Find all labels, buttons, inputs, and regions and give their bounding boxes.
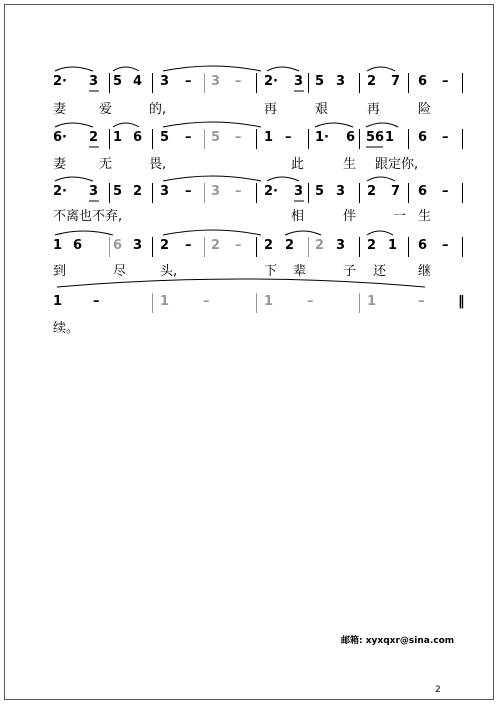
barline bbox=[204, 237, 205, 257]
note: 1 bbox=[264, 294, 274, 309]
note: – bbox=[442, 238, 449, 253]
slur bbox=[113, 67, 139, 71]
barline bbox=[109, 183, 110, 203]
lyric: 险 bbox=[418, 102, 432, 117]
lyric: 相 bbox=[291, 209, 305, 224]
lyric-row bbox=[53, 208, 473, 228]
slur bbox=[267, 67, 299, 71]
slur bbox=[367, 67, 395, 71]
lyric: 的, bbox=[149, 102, 167, 117]
note: 1 bbox=[367, 294, 377, 309]
lyric: 到 bbox=[53, 264, 67, 279]
note: 5 bbox=[113, 74, 123, 89]
note: 1 bbox=[385, 130, 395, 145]
note: 5 bbox=[211, 130, 221, 145]
note: 6 bbox=[346, 130, 356, 145]
note: 3 bbox=[89, 74, 99, 89]
note: 6 bbox=[133, 130, 143, 145]
note: 1 bbox=[113, 130, 123, 145]
note: 1 bbox=[160, 294, 170, 309]
slur bbox=[113, 123, 139, 127]
note: 3 bbox=[160, 184, 170, 199]
lyric: 还 bbox=[373, 264, 387, 279]
note: 6 bbox=[73, 238, 83, 253]
slur bbox=[367, 231, 393, 235]
note: 5 bbox=[113, 184, 123, 199]
lyric: 不离也不弃, bbox=[53, 209, 123, 224]
barline bbox=[462, 73, 463, 93]
note: 3 bbox=[89, 184, 99, 199]
barline bbox=[256, 237, 257, 257]
barline bbox=[308, 183, 309, 203]
lyric: 无 bbox=[99, 157, 113, 172]
note: 3 bbox=[294, 74, 304, 89]
lyric: 生 bbox=[343, 157, 357, 172]
note: 5 bbox=[160, 130, 170, 145]
note: – bbox=[418, 294, 425, 309]
note: 7 bbox=[391, 74, 401, 89]
lyric: 妻 bbox=[53, 102, 67, 117]
barline bbox=[256, 129, 257, 149]
slur bbox=[366, 123, 398, 127]
barline bbox=[109, 237, 110, 257]
barline bbox=[359, 129, 360, 149]
lyric: 此 bbox=[291, 157, 305, 172]
note: 1 bbox=[53, 238, 63, 253]
note: 2· bbox=[53, 184, 67, 199]
slur bbox=[285, 231, 321, 235]
note: – bbox=[203, 294, 210, 309]
barline bbox=[152, 293, 153, 313]
note: 3 bbox=[133, 238, 143, 253]
barline bbox=[408, 73, 409, 93]
note: 3 bbox=[336, 74, 346, 89]
barline bbox=[408, 129, 409, 149]
barline bbox=[152, 129, 153, 149]
note: – bbox=[235, 238, 242, 253]
note: 2 bbox=[367, 74, 377, 89]
barline bbox=[308, 129, 309, 149]
note: 6· bbox=[53, 130, 67, 145]
barline bbox=[152, 73, 153, 93]
note: 5 bbox=[315, 74, 325, 89]
note: – bbox=[307, 294, 314, 309]
lyric: 再 bbox=[264, 102, 278, 117]
lyric: 跟定你, bbox=[375, 157, 419, 172]
note: 1 bbox=[264, 130, 274, 145]
lyric: 艰 bbox=[315, 102, 329, 117]
barline bbox=[359, 73, 360, 93]
note: 2 bbox=[285, 238, 295, 253]
note: – bbox=[442, 184, 449, 199]
score-page bbox=[4, 4, 494, 700]
barline bbox=[109, 73, 110, 93]
note: 1 bbox=[388, 238, 398, 253]
note: 6 bbox=[113, 238, 123, 253]
slur bbox=[163, 122, 261, 127]
lyric: 再 bbox=[367, 102, 381, 117]
music-row bbox=[53, 183, 473, 205]
barline bbox=[256, 293, 257, 313]
note: 2 bbox=[160, 238, 170, 253]
note: – bbox=[235, 184, 242, 199]
note: – bbox=[442, 74, 449, 89]
lyric: 继 bbox=[418, 264, 432, 279]
music-row bbox=[53, 237, 473, 259]
note: 2· bbox=[264, 74, 278, 89]
email-footer bbox=[341, 633, 454, 646]
barline bbox=[462, 237, 463, 257]
slur bbox=[163, 66, 261, 71]
note: 3 bbox=[294, 184, 304, 199]
lyric-row bbox=[53, 101, 473, 121]
barline bbox=[359, 183, 360, 203]
note: – bbox=[93, 294, 100, 309]
slur bbox=[163, 230, 261, 235]
barline bbox=[408, 237, 409, 257]
note: 3 bbox=[211, 184, 221, 199]
note: – bbox=[185, 238, 192, 253]
music-row bbox=[53, 73, 473, 95]
note: 2· bbox=[53, 74, 67, 89]
note: 6 bbox=[418, 74, 428, 89]
note: 3 bbox=[336, 184, 346, 199]
lyric: 头, bbox=[160, 264, 178, 279]
lyric: 下 bbox=[264, 264, 278, 279]
slur bbox=[267, 177, 299, 181]
lyric: 辈 bbox=[293, 264, 307, 279]
slur bbox=[55, 177, 93, 181]
lyric: 子 bbox=[343, 264, 357, 279]
note: 4 bbox=[133, 74, 143, 89]
note: 1 bbox=[53, 294, 63, 309]
barline bbox=[109, 129, 110, 149]
slur bbox=[163, 176, 261, 181]
note: 2· bbox=[264, 184, 278, 199]
lyric: 爱 bbox=[99, 102, 113, 117]
lyric-row bbox=[53, 320, 473, 340]
email-label: 邮箱: bbox=[341, 636, 363, 646]
note: 3 bbox=[211, 74, 221, 89]
note: 3 bbox=[336, 238, 346, 253]
slur bbox=[367, 177, 395, 181]
note: – bbox=[185, 130, 192, 145]
barline bbox=[256, 183, 257, 203]
note: – bbox=[235, 74, 242, 89]
barline bbox=[204, 129, 205, 149]
note: 2 bbox=[264, 238, 274, 253]
note: 7 bbox=[391, 184, 401, 199]
lyric: 续。 bbox=[53, 321, 80, 336]
music-row bbox=[53, 129, 473, 151]
note: 2 bbox=[367, 184, 377, 199]
barline bbox=[204, 183, 205, 203]
note: – bbox=[185, 74, 192, 89]
note: – bbox=[285, 130, 292, 145]
note: – bbox=[442, 130, 449, 145]
barline bbox=[359, 293, 360, 313]
lyric: 尽 bbox=[113, 264, 127, 279]
page-number: 2 bbox=[435, 685, 441, 695]
note: 56 bbox=[366, 130, 385, 145]
email-address: xyxqxr@sina.com bbox=[365, 636, 455, 646]
note: 2 bbox=[89, 130, 99, 145]
note: 6 bbox=[418, 238, 428, 253]
note: 2 bbox=[133, 184, 143, 199]
note: 3 bbox=[160, 74, 170, 89]
lyric: 一 bbox=[393, 209, 407, 224]
lyric: 生 bbox=[418, 209, 432, 224]
barline bbox=[462, 129, 463, 149]
note: 2 bbox=[367, 238, 377, 253]
note: 5 bbox=[315, 184, 325, 199]
note: – bbox=[235, 130, 242, 145]
note: – bbox=[185, 184, 192, 199]
barline bbox=[256, 73, 257, 93]
lyric-row bbox=[53, 156, 473, 176]
lyric: 妻 bbox=[53, 157, 67, 172]
barline bbox=[204, 73, 205, 93]
barline bbox=[308, 237, 309, 257]
slur bbox=[55, 231, 113, 235]
slur bbox=[55, 67, 93, 71]
slur bbox=[315, 123, 353, 127]
barline bbox=[152, 237, 153, 257]
lyric: 伴 bbox=[343, 209, 357, 224]
barline bbox=[152, 183, 153, 203]
final-barline: ‖ bbox=[458, 294, 465, 309]
barline bbox=[308, 73, 309, 93]
music-row bbox=[53, 293, 473, 315]
barline bbox=[408, 183, 409, 203]
note: 2 bbox=[315, 238, 325, 253]
barline bbox=[359, 237, 360, 257]
slur bbox=[55, 123, 93, 127]
lyric: 畏, bbox=[149, 157, 167, 172]
note: 6 bbox=[418, 130, 428, 145]
lyric-row bbox=[53, 263, 473, 283]
barline bbox=[462, 183, 463, 203]
note: 1· bbox=[315, 130, 329, 145]
note: 2 bbox=[211, 238, 221, 253]
note: 6 bbox=[418, 184, 428, 199]
